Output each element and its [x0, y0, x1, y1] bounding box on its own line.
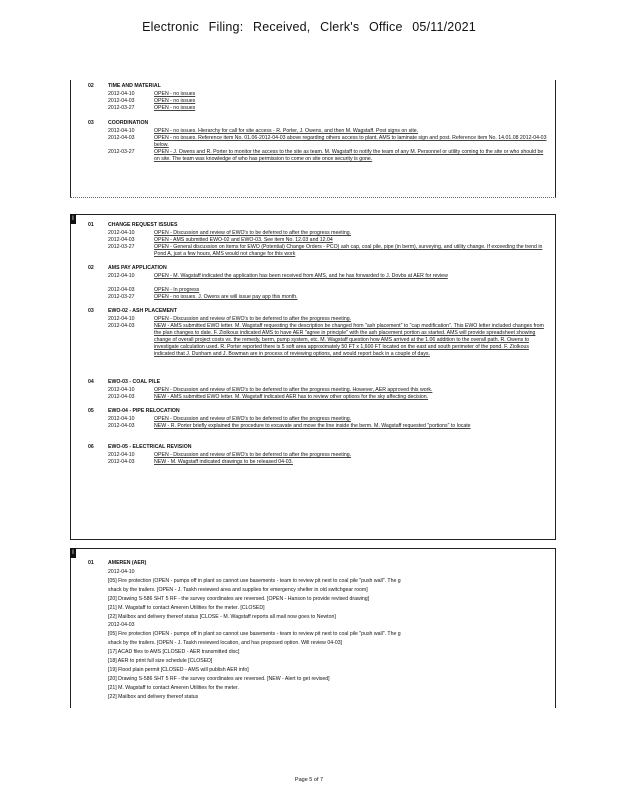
entry-text: NEW - AMS submitted EWO letter. M. Wagstaff indicated AER has to review other options for the sky affecting decision. — [154, 394, 429, 400]
issue-line: [19] Flood plain permit [CLOSED - AMS will publish AER info] — [108, 666, 249, 673]
entry-row — [70, 128, 556, 135]
item-number: 01 — [88, 560, 94, 566]
entry-row — [70, 287, 556, 294]
entry-date: 2012-04-10 — [108, 452, 135, 458]
entry-text: OPEN - J. Owens and R. Porter to monitor the access to the site as team. M. Wagstaff to notify the team of any M. Personnel or utility coming to the site or who should be on site. The team was knowledge of who has permission to come on site once security is gone. — [154, 149, 544, 162]
entry-date: 2012-04-10 — [108, 128, 135, 134]
section-marker: I — [70, 548, 76, 558]
entry-date: 2012-04-03 — [108, 423, 135, 429]
entry-row — [70, 273, 556, 287]
issue-line: shack by the trailers. [OPEN - J. Taskh reviewed area and supplies for emergency shelter in old switchgear room] — [108, 586, 368, 593]
issue-line: [05] Fire protection (OPEN - pumps off in plant so cannot use basements - team to review pit next to coal pile "push wall". The g — [108, 631, 401, 638]
entry-date: 2012-04-10 — [108, 230, 135, 236]
item-title: CHANGE REQUEST ISSUES — [108, 222, 178, 228]
entry-text: OPEN - no issues — [154, 91, 196, 97]
date-line: 2012-04-10 — [108, 569, 135, 575]
entry-date: 2012-04-03 — [108, 98, 135, 104]
section-change-requests — [70, 214, 556, 540]
section-marker: I — [70, 214, 76, 224]
entry-date: 2012-03-27 — [108, 244, 135, 250]
issue-line: [20] Drawing S-586 SHT 5 RF - the survey coordinates are reversed. [OPEN - Hanson to provide revised drawing] — [108, 595, 370, 602]
section-issues — [70, 548, 556, 708]
issue-line: [20] Drawing S-586 SHT 5 RF - the survey coordinates are reversed. [NEW - Alert to get revised] — [108, 675, 330, 682]
entry-text: OPEN - Discussion and review of EWO's to be deferred to after the progress meeting. — [154, 416, 352, 422]
entry-text: OPEN - Discussion and review of EWO's to be deferred to after the progress meeting. However, AER approved this work. — [154, 387, 433, 393]
entry-text: OPEN - no issues. Hierarchy for call for site access - R. Porter, J. Owens, and then M. Wagstaff. Post signs on site. — [154, 128, 419, 134]
entry-text: OPEN - Discussion and review of EWO's to be deferred to after the progress meeting. — [154, 230, 352, 236]
entry-row — [70, 316, 556, 323]
item-title: EWO-02 - ASH PLACEMENT — [108, 308, 177, 314]
entry-row — [70, 323, 556, 372]
item-title: AMS PAY APPLICATION — [108, 265, 167, 271]
entry-date: 2012-03-27 — [108, 149, 135, 155]
issue-line: [17] ACAD files to AMS [CLOSED - AER transmitted disc] — [108, 649, 240, 656]
item-number: 01 — [88, 222, 94, 228]
issue-line: [22] Mailbox and delivery thereof status [CLOSE - M. Wagstaff reports all mail now goes to Newton] — [108, 613, 336, 620]
entry-date: 2012-04-10 — [108, 387, 135, 393]
entry-text: OPEN - Discussion and review of EWO's to be deferred to after the progress meeting. — [154, 316, 352, 322]
entry-date: 2012-04-10 — [108, 416, 135, 422]
entry-date: 2012-04-03 — [108, 237, 135, 243]
entry-row — [70, 135, 556, 149]
item-title: COORDINATION — [108, 120, 149, 126]
entry-text: NEW - M. Wagstaff indicated drawings to be released 04-03. — [154, 459, 293, 465]
entry-text: OPEN - no issues — [154, 105, 196, 111]
entry-row — [70, 237, 556, 244]
item-number: 04 — [88, 379, 94, 385]
item-title: EWO-04 - PIPE RELOCATION — [108, 408, 180, 414]
item-title: EWO-05 - ELECTRICAL REVISION — [108, 444, 192, 450]
item-number: 05 — [88, 408, 94, 414]
entry-text: OPEN - AMS submitted EWO-02 and EWO-03. See item No. 12.03 and 12.04 — [154, 237, 333, 243]
item-title: EWO-03 - COAL PILE — [108, 379, 161, 385]
date-line: 2012-04-03 — [108, 622, 135, 629]
entry-date: 2012-04-10 — [108, 273, 135, 279]
entry-row — [70, 105, 556, 112]
item-number: 03 — [88, 308, 94, 314]
entry-row — [70, 230, 556, 237]
entry-row — [70, 387, 556, 394]
item-number: 02 — [88, 265, 94, 271]
entry-date: 2012-04-03 — [108, 287, 135, 293]
entry-date: 2012-04-03 — [108, 135, 135, 141]
entry-date: 2012-03-27 — [108, 294, 135, 300]
entry-text: OPEN - no issues. Reference item No. 01.06-2012-04-03 above regarding others access to plant. AMS to laminate sign and post. Reference item No. 14.01.08 2012-04-03 below. — [154, 135, 547, 148]
entry-text: OPEN - Discussion and review of EWO's to be deferred to after the progress meeting. — [154, 452, 352, 458]
item-number: 06 — [88, 444, 94, 450]
issue-line: [22] Mailbox and delivery thereof status — [108, 693, 199, 700]
entry-text: NEW - AMS submitted EWO letter. M. Wagstaff requesting the description be changed from "ash placement" to "cap modification". This EWO letter included changes from the plan changes to date. F. Ziolkous indicated AMS to have AER "agree in principle" with the ash placement portion as started. AMS will provide spreadsheet showing change of overall project costs vs. the remedy, berm, pump system, etc. M. Wagstaff question how AMS arrived at the 1.06 addition to the overall path. R. Owens to investigate calculation used. R. Porter reported there is 5 soft area approximately 50 FT x 1,600 FT located on the east and south perimeter of the pond. F. Ziolkous indicated that J. Dunham and J. Bowman are in process of reviewing options, and would report back in a couple of days. — [154, 323, 544, 357]
entry-row — [70, 452, 556, 459]
issue-line: [21] M. Wagstaff to contact Ameren Utilities for the meter. [CLOSED] — [108, 604, 265, 611]
page-number: Page 5 of 7 — [294, 777, 324, 783]
item-title: AMEREN (AER) — [108, 560, 147, 566]
entry-date: 2012-03-27 — [108, 105, 135, 111]
section-general — [70, 80, 556, 198]
entry-text: OPEN - no issues — [154, 98, 196, 104]
entry-text: OPEN - M. Wagstaff indicated the application has been received from AMS, and he has forwarded to J. Dovbs at AER for review — [154, 273, 448, 279]
entry-row — [70, 244, 556, 258]
issue-line: [05] Fire protection (OPEN - pumps off in plant so cannot use basements - team to review pit next to coal pile "push wall". The g — [108, 577, 401, 584]
issue-line: [18] AER to print full size schedule [CLOSED] — [108, 658, 213, 664]
entry-date: 2012-04-03 — [108, 459, 135, 465]
item-number: 02 — [88, 83, 94, 89]
entry-text: OPEN - General discussion on items for EWO (Potential) Change Orders - PCO) ash cap, coal pile, pipe (in berm), surveying, and utility change. If exceeding the trend in Pond A, just a few hours, AMS would not change for this work — [154, 244, 543, 257]
entry-text: NEW - R. Porter briefly explained the procedure to excavate and move the line inside the berm. M. Wagstaff requested "portions" to locate — [154, 423, 471, 429]
entry-row — [70, 294, 556, 301]
filing-stamp-header: Electronic Filing: Received, Clerk's Office 05/11/2021 — [142, 20, 476, 34]
entry-date: 2012-04-10 — [108, 91, 135, 97]
entry-row — [70, 416, 556, 423]
item-number: 03 — [88, 120, 94, 126]
entry-row — [70, 91, 556, 98]
entry-text: OPEN - no issues. J. Owens are will issue pay app this month. — [154, 294, 298, 300]
item-title: TIME AND MATERIAL — [108, 83, 161, 89]
entry-row — [70, 98, 556, 105]
entry-date: 2012-04-03 — [108, 323, 135, 329]
entry-row — [70, 149, 556, 170]
entry-row — [70, 394, 556, 401]
entry-row — [70, 423, 556, 437]
entry-date: 2012-04-03 — [108, 394, 135, 400]
issue-line: [21] M. Wagstaff to contact Ameren Utilities for the meter. — [108, 684, 239, 691]
entry-date: 2012-04-10 — [108, 316, 135, 322]
entry-text: OPEN - In progress — [154, 287, 200, 293]
issue-line: shack by the trailers. [OPEN - J. Taskh reviewed location, and has proposed option. Will review 04-03] — [108, 640, 343, 647]
entry-row — [70, 459, 556, 466]
